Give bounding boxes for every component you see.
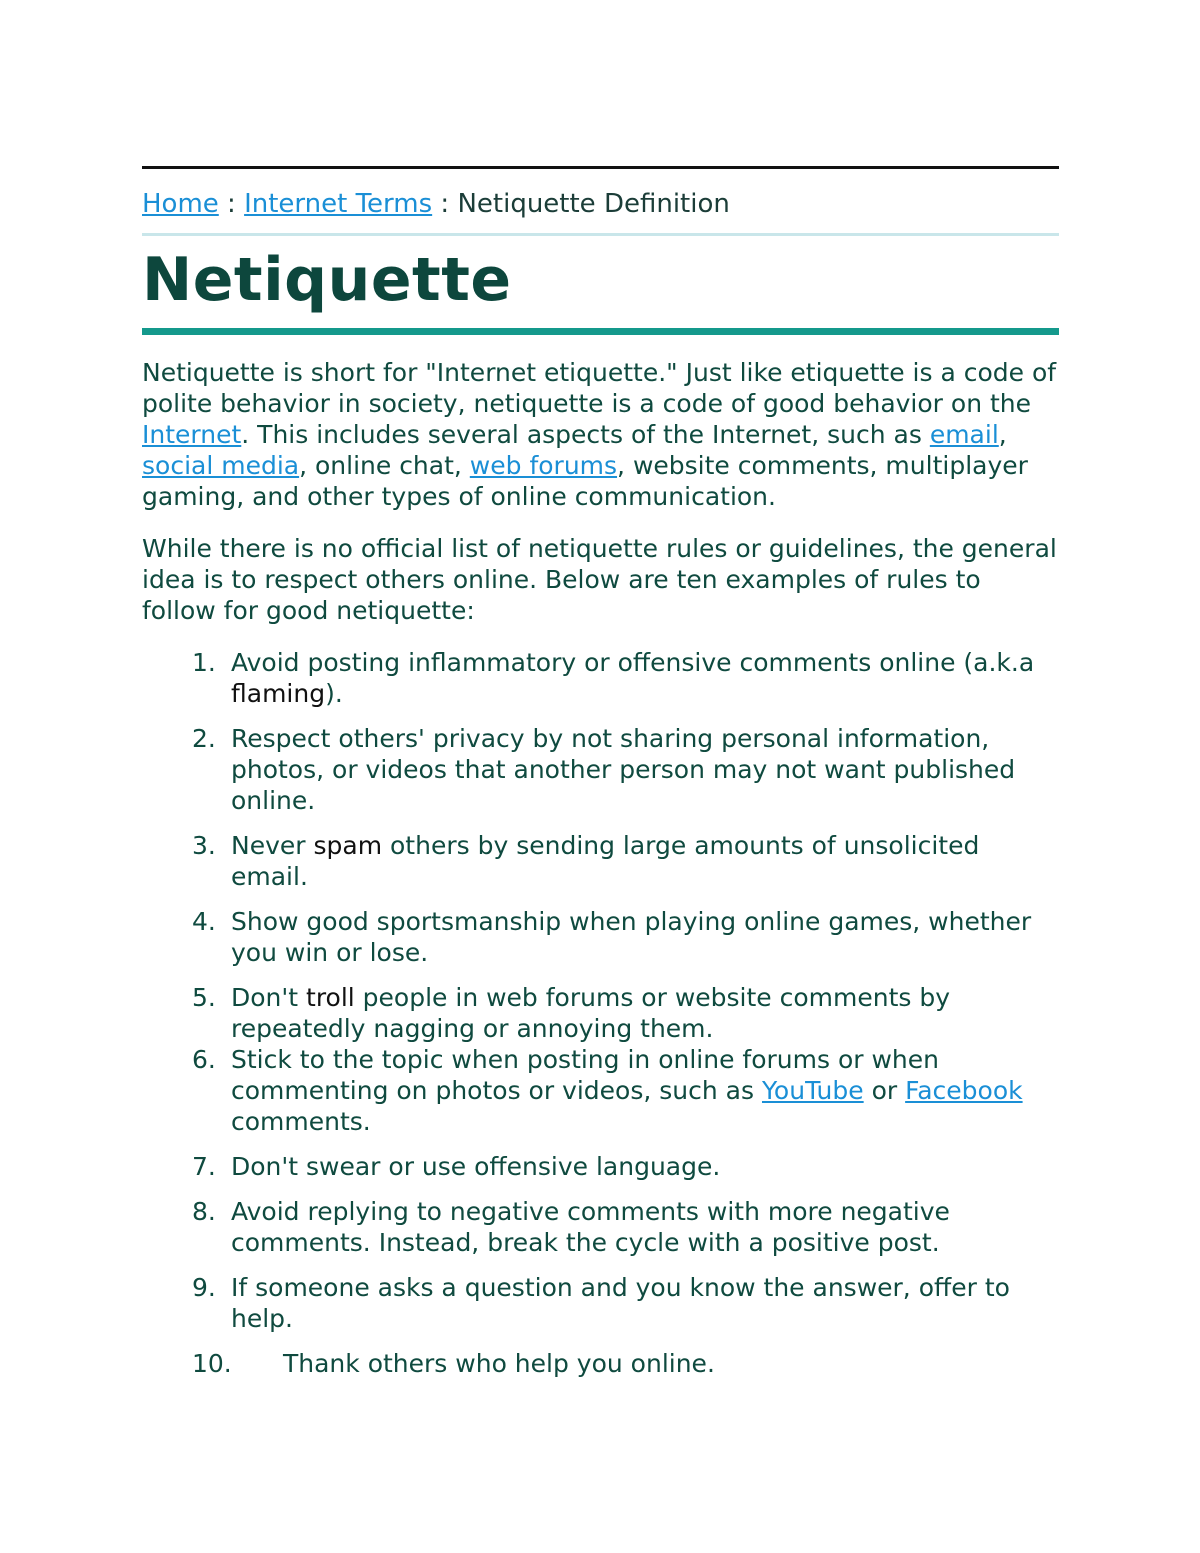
list-item — [142, 1196, 1059, 1258]
list-text: Respect others' privacy by not sharing personal information, photos, or videos that another person may not want published online. — [231, 724, 1016, 815]
list-text: Never — [231, 831, 314, 860]
social-media-link[interactable]: social media — [142, 451, 300, 480]
term-flaming: flaming — [231, 679, 326, 708]
list-number: 4. — [192, 907, 216, 936]
list-text: Show good sportsmanship when playing online games, whether you win or lose. — [231, 907, 1032, 967]
rules-list — [142, 647, 1059, 1379]
list-number: 8. — [192, 1197, 216, 1226]
list-item — [142, 1348, 1059, 1379]
list-text: Thank others who help you online. — [283, 1349, 715, 1378]
intro-text: . This includes several aspects of the Internet, such as — [241, 420, 930, 449]
rules-intro-paragraph: While there is no official list of netiquette rules or guidelines, the general idea is to respect others online. Below are ten examples of rules to follow for good netiquette: — [142, 534, 1057, 625]
top-divider — [142, 166, 1059, 169]
list-text: comments. — [231, 1107, 371, 1136]
list-text: people in web forums or website comments by repeatedly nagging or annoying them. — [231, 983, 951, 1043]
facebook-link[interactable]: Facebook — [905, 1076, 1023, 1105]
list-item — [142, 647, 1059, 709]
list-item — [142, 1044, 1059, 1137]
list-text: Don't — [231, 983, 307, 1012]
term-spam: spam — [313, 831, 383, 860]
list-number: 9. — [192, 1273, 216, 1302]
list-number: 5. — [192, 983, 216, 1012]
document-page — [142, 166, 1059, 1393]
breadcrumb-current: Netiquette Definition — [457, 189, 730, 219]
intro-text: , website comments, multiplayer gaming, and other types of online communication. — [142, 451, 1028, 511]
list-item — [142, 982, 1059, 1044]
term-troll: troll — [306, 983, 355, 1012]
breadcrumb-separator: : — [218, 189, 245, 219]
internet-link[interactable]: Internet — [142, 420, 242, 449]
list-text: ). — [325, 679, 343, 708]
youtube-link[interactable]: YouTube — [761, 1076, 864, 1105]
list-text: Avoid posting inflammatory or offensive comments online (a.k.a — [231, 648, 1035, 677]
list-text: Stick to the topic when posting in online forums or when commenting on photos or videos, such as — [231, 1045, 939, 1105]
email-link[interactable]: email — [929, 420, 999, 449]
list-number: 3. — [192, 831, 216, 860]
list-text: If someone asks a question and you know the answer, offer to help. — [231, 1273, 1010, 1333]
list-item — [142, 906, 1059, 968]
page-title: Netiquette — [142, 245, 512, 315]
list-number: 7. — [192, 1152, 216, 1181]
intro-text: , online chat, — [299, 451, 470, 480]
intro-text: Netiquette is short for "Internet etiquette." Just like etiquette is a code of polite behavior in society, netiquette is a code of good behavior on the — [142, 358, 1057, 418]
title-divider — [142, 328, 1059, 335]
breadcrumb-home-link[interactable]: Home — [142, 189, 219, 219]
list-text: others by sending large amounts of unsolicited email. — [231, 831, 980, 891]
list-item — [142, 1272, 1059, 1334]
list-text: Avoid replying to negative comments with more negative comments. Instead, break the cycle with a positive post. — [231, 1197, 950, 1257]
web-forums-link[interactable]: web forums — [469, 451, 618, 480]
list-number: 6. — [192, 1045, 216, 1074]
list-item — [142, 1151, 1059, 1182]
intro-text: , — [998, 420, 1007, 449]
list-item — [142, 830, 1059, 892]
intro-paragraph — [142, 357, 1059, 512]
list-number: 10. — [192, 1349, 232, 1378]
breadcrumb-separator: : — [432, 189, 458, 219]
breadcrumb — [142, 187, 1059, 221]
list-text: or — [863, 1076, 906, 1105]
list-number: 1. — [192, 648, 216, 677]
breadcrumb-divider — [142, 233, 1059, 236]
list-text: Don't swear or use offensive language. — [231, 1152, 721, 1181]
breadcrumb-internet-terms-link[interactable]: Internet Terms — [244, 189, 433, 219]
list-item — [142, 723, 1059, 816]
list-number: 2. — [192, 724, 216, 753]
